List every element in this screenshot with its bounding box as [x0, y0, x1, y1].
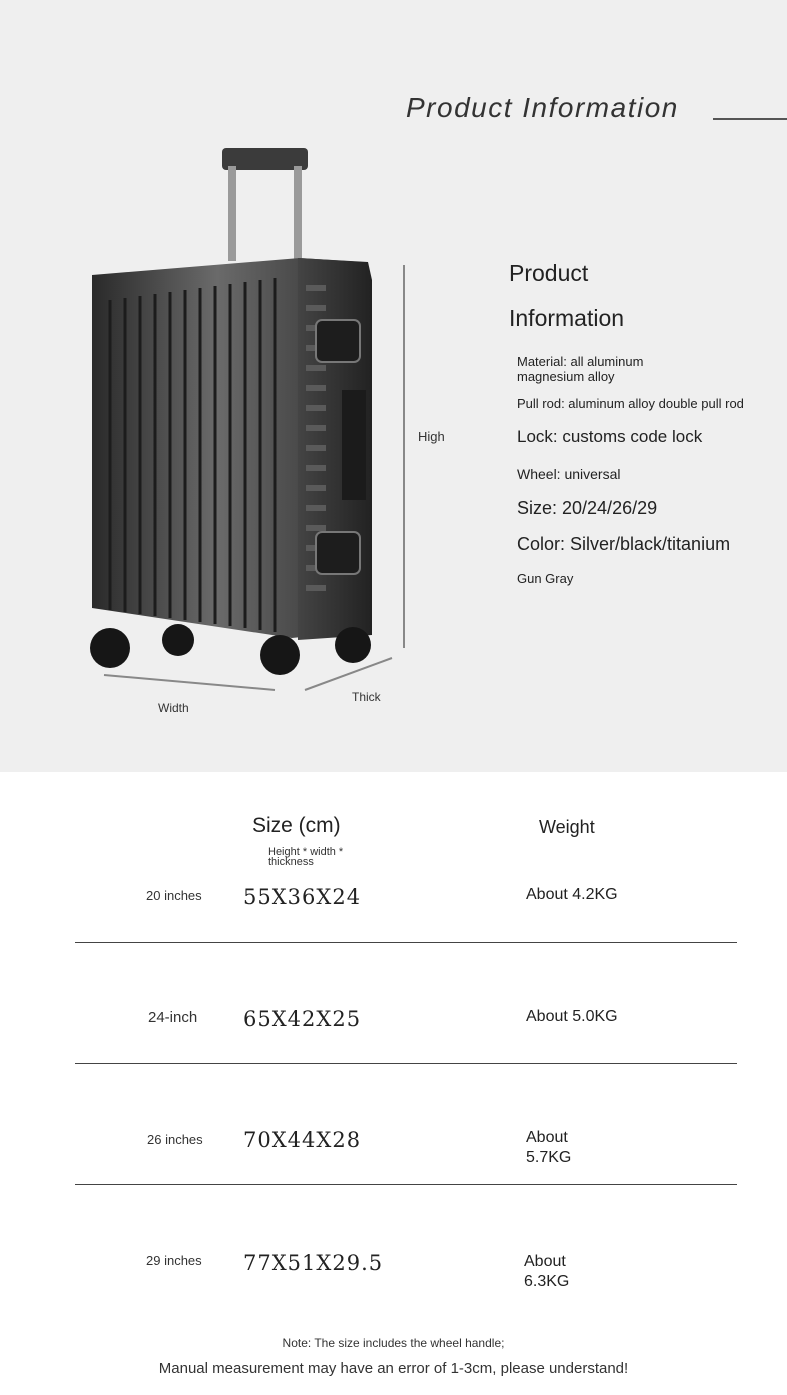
page-title: Product Information: [406, 92, 679, 123]
row-size-label: 29 inches: [146, 1253, 202, 1268]
row-dimensions: 55X36X24: [243, 885, 362, 909]
row-divider: [75, 1184, 737, 1185]
suitcase-image: [80, 140, 410, 700]
row-weight: About 5.7KG: [526, 1129, 572, 1166]
row-dimensions: 65X42X25: [243, 1007, 362, 1031]
row-divider: [75, 1063, 737, 1064]
row-dimensions: 70X44X28: [243, 1128, 362, 1152]
info-color: Color: Silver/black/titanium: [517, 534, 731, 554]
size-column-subheader: Height * width * thickness: [268, 846, 344, 868]
row-size-label: 26 inches: [147, 1132, 203, 1147]
row-weight: About 6.3KG: [524, 1253, 570, 1290]
info-color-cont: Gun Gray: [517, 571, 574, 586]
dimension-thick-label: Thick: [352, 690, 381, 704]
row-weight: About 4.2KG: [526, 886, 618, 903]
dimension-high-label: High: [418, 429, 445, 444]
note-measurement-error: Manual measurement may have an error of 1-3cm, please understand!: [158, 1360, 629, 1377]
dimension-width-label: Width: [158, 701, 189, 715]
row-dimensions: 77X51X29.5: [243, 1251, 384, 1275]
info-heading-line1: Product: [509, 260, 589, 286]
row-weight: About 5.0KG: [526, 1008, 618, 1025]
weight-column-header: Weight: [539, 817, 595, 837]
info-pull-rod: Pull rod: aluminum alloy double pull rod: [517, 396, 744, 411]
row-size-label: 20 inches: [146, 888, 202, 903]
info-lock: Lock: customs code lock: [517, 427, 703, 446]
row-size-label: 24-inch: [148, 1009, 198, 1026]
row-divider: [75, 942, 737, 943]
info-heading-line2: Information: [509, 305, 625, 331]
info-material: Material: all aluminum magnesium alloy: [517, 354, 644, 384]
info-wheel: Wheel: universal: [517, 466, 621, 482]
size-column-header: Size (cm): [252, 814, 341, 837]
info-size: Size: 20/24/26/29: [517, 498, 658, 518]
title-underline: [713, 118, 787, 120]
note-wheel-handle: Note: The size includes the wheel handle;: [282, 1336, 505, 1350]
